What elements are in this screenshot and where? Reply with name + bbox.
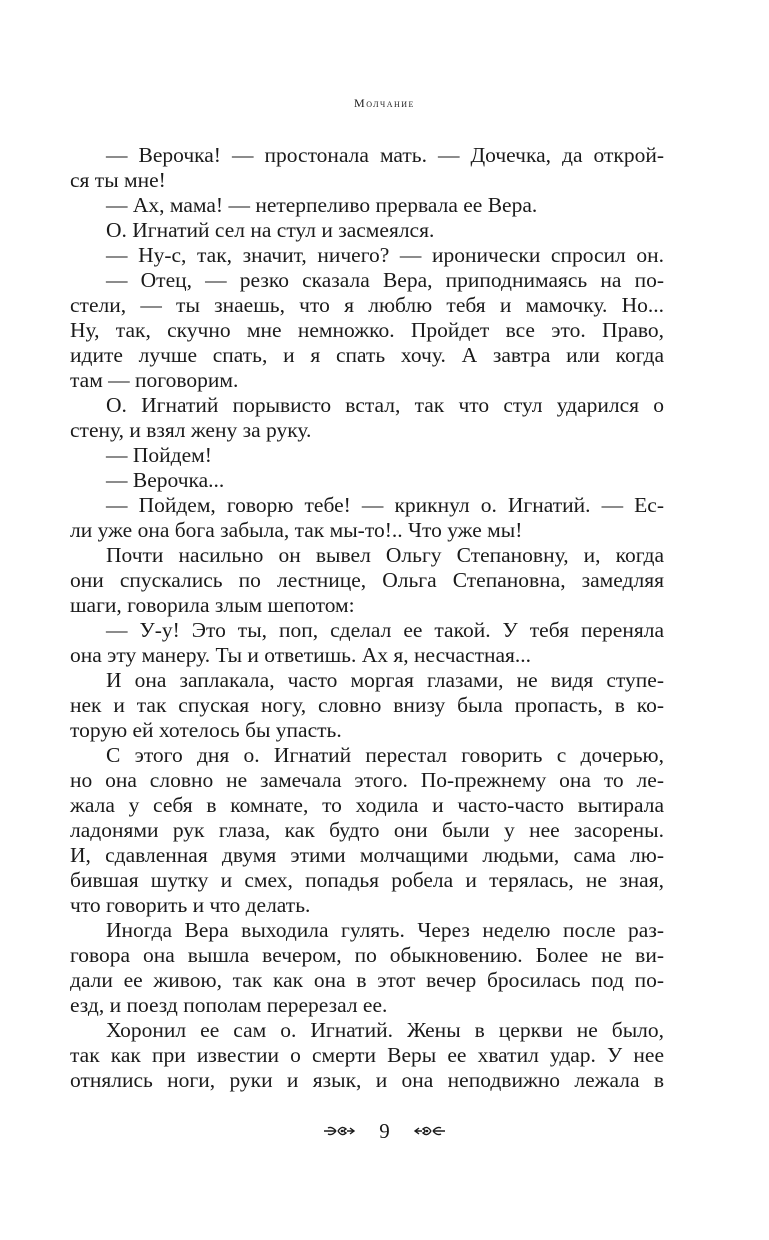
floral-fleuron-right-icon: [413, 1119, 447, 1144]
text-line: — Ах, мама! — нетерпеливо прервала ее Вера.: [106, 193, 538, 217]
text-line: но она словно не замечала этого. По-прежнему она то ле-: [70, 768, 664, 792]
text-line: ли уже она бога забыла, так мы-то!.. Что уже мы!: [70, 518, 523, 542]
text-line: — У-у! Это ты, поп, сделал ее такой. У тебя переняла: [106, 618, 664, 642]
text-line: так как при известии о смерти Веры ее хватил удар. У нее: [70, 1043, 664, 1067]
text-line: О. Игнатий порывисто встал, так что стул ударился о: [106, 393, 664, 417]
text-line: И она заплакала, часто моргая глазами, не видя ступе-: [106, 668, 664, 692]
text-line: О. Игнатий сел на стул и засмеялся.: [106, 218, 435, 242]
text-line: там — поговорим.: [70, 368, 239, 392]
text-line: дали ее живою, так как она в этот вечер бросилась под по-: [70, 968, 664, 992]
text-line: ладонями рук глаза, как будто они были у нее засорены.: [70, 818, 664, 842]
text-line: — Пойдем!: [106, 443, 212, 467]
text-line: — Верочка! — простонала мать. — Дочечка, да открой-: [106, 143, 664, 167]
floral-fleuron-left-icon: [322, 1119, 356, 1144]
page-number: 9: [379, 1118, 390, 1143]
text-line: она эту манеру. Ты и ответишь. Ах я, несчастная...: [70, 643, 532, 667]
text-line: — Верочка...: [106, 468, 225, 492]
text-line: — Пойдем, говорю тебе! — крикнул о. Игнатий. — Ес-: [106, 493, 664, 517]
text-line: стену, и взял жену за руку.: [70, 418, 312, 442]
text-line: Почти насильно он вывел Ольгу Степановну, и, когда: [106, 543, 664, 567]
text-line: ся ты мне!: [70, 168, 166, 192]
text-line: Иногда Вера выходила гулять. Через неделю после раз-: [106, 918, 664, 942]
text-line: бившая шутку и смех, попадья робела и терялась, не зная,: [70, 868, 664, 892]
body-text: [70, 143, 664, 1093]
text-line: торую ей хотелось бы упасть.: [70, 718, 342, 742]
text-line: — Ну-с, так, значит, ничего? — иронически спросил он.: [106, 243, 664, 267]
text-line: — Отец, — резко сказала Вера, приподнимаясь на по-: [106, 268, 664, 292]
text-line: Хоронил ее сам о. Игнатий. Жены в церкви не было,: [106, 1018, 664, 1042]
page-footer: [0, 1117, 769, 1144]
text-line: нек и так спуская ногу, словно внизу была пропасть, в ко-: [70, 693, 664, 717]
text-line: И, сдавленная двумя этими молчащими людьми, сама лю-: [70, 843, 664, 867]
text-line: Ну, так, скучно мне немножко. Пройдет все это. Право,: [70, 318, 664, 342]
text-line: говора она вышла вечером, по обыкновению. Более не ви-: [70, 943, 664, 967]
text-line: они спускались по лестнице, Ольга Степановна, замедляя: [70, 568, 664, 592]
text-line: С этого дня о. Игнатий перестал говорить с дочерью,: [106, 743, 664, 767]
text-line: шаги, говорила злым шепотом:: [70, 593, 355, 617]
text-line: что говорить и что делать.: [70, 893, 311, 917]
text-line: стели, — ты знаешь, что я люблю тебя и мамочку. Но...: [70, 293, 664, 317]
text-line: жала у себя в комнате, то ходила и часто-часто вытирала: [70, 793, 664, 817]
text-line: идите лучше спать, и я спать хочу. А завтра или когда: [70, 343, 664, 367]
text-line: отнялись ноги, руки и язык, и она неподвижно лежала в: [70, 1068, 664, 1092]
text-line: езд, и поезд пополам перерезал ее.: [70, 993, 388, 1017]
running-head: Молчание: [354, 96, 415, 110]
